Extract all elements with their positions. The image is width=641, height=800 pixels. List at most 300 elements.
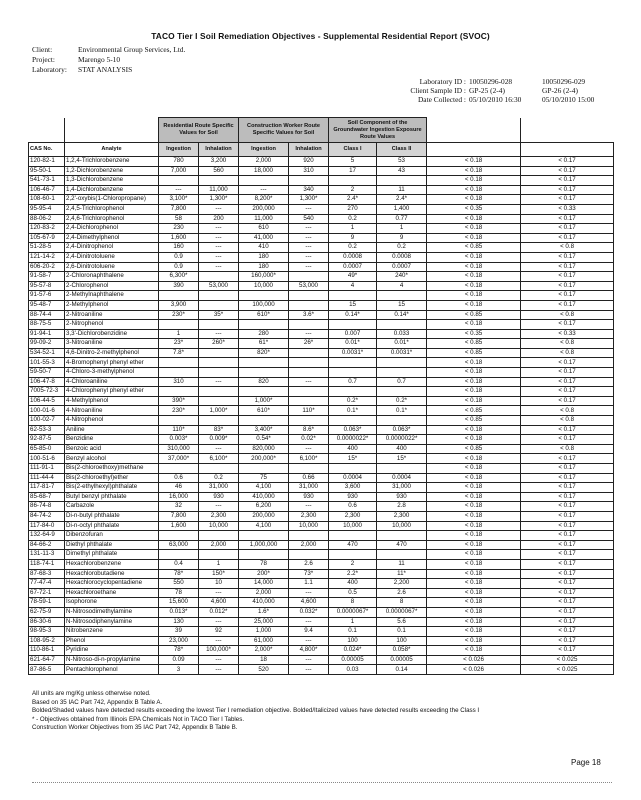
res-ingestion-cell: 3 xyxy=(159,665,199,675)
class-ii-cell: 2.4* xyxy=(377,195,427,205)
class-i-cell xyxy=(329,387,377,397)
res-inhalation-cell: --- xyxy=(199,233,239,243)
res-inhalation-cell: --- xyxy=(199,204,239,214)
cas-number-cell: 100-02-7 xyxy=(29,416,65,426)
sample1-result-cell: < 0.18 xyxy=(427,502,521,512)
res-inhalation-cell: 10 xyxy=(199,579,239,589)
table-row xyxy=(29,636,614,646)
cw-ingestion-cell: 180 xyxy=(239,262,289,272)
cw-ingestion-cell: 11,000 xyxy=(239,214,289,224)
class-i-cell: 0.1* xyxy=(329,406,377,416)
sample2-result-cell: < 0.17 xyxy=(521,511,614,521)
cw-inhalation-cell xyxy=(289,291,329,301)
class-i-cell: 2 xyxy=(329,185,377,195)
cas-number-cell: 606-20-2 xyxy=(29,262,65,272)
cas-number-cell: 86-74-8 xyxy=(29,502,65,512)
class-ii-cell: 4 xyxy=(377,281,427,291)
res-inhalation-cell: --- xyxy=(199,224,239,234)
class-i-cell xyxy=(329,320,377,330)
table-row xyxy=(29,195,614,205)
table-row xyxy=(29,377,614,387)
class-i-cell: 8 xyxy=(329,598,377,608)
cas-number-cell: 77-47-4 xyxy=(29,579,65,589)
analyte-cell: 1,4-Dichlorobenzene xyxy=(65,185,159,195)
class-i-cell: 0.6 xyxy=(329,502,377,512)
class-ii-cell xyxy=(377,464,427,474)
analyte-header: Analyte xyxy=(65,143,159,157)
table-row xyxy=(29,243,614,253)
sample1-result-cell: < 0.18 xyxy=(427,233,521,243)
cas-number-cell: 100-01-6 xyxy=(29,406,65,416)
sample1-result-cell: < 0.85 xyxy=(427,243,521,253)
table-row xyxy=(29,502,614,512)
sample1-result-cell: < 0.85 xyxy=(427,339,521,349)
sample1-result-cell: < 0.18 xyxy=(427,531,521,541)
cw-ingestion-cell: 14,000 xyxy=(239,579,289,589)
analyte-cell: 2-Methylphenol xyxy=(65,300,159,310)
cw-ingestion-cell: 410 xyxy=(239,243,289,253)
sample2-result-cell: < 0.17 xyxy=(521,531,614,541)
analyte-cell: 4-Chlorophenyl phenyl ether xyxy=(65,387,159,397)
date-collected-label: Date Collected : xyxy=(417,95,466,104)
sample2-result-cell: < 0.17 xyxy=(521,233,614,243)
sample1-result-cell: < 0.18 xyxy=(427,646,521,656)
cas-number-cell: 108-95-2 xyxy=(29,636,65,646)
client-sample-id-label: Client Sample ID : xyxy=(410,86,466,95)
table-row xyxy=(29,617,614,627)
group-construction-header: Construction Worker Route Specific Values for Soil xyxy=(239,118,329,143)
res-inhalation-cell xyxy=(199,368,239,378)
res-inhalation-cell: --- xyxy=(199,444,239,454)
analyte-cell: 2,6-Dinitrotoluene xyxy=(65,262,159,272)
res-ingestion-cell: 230* xyxy=(159,310,199,320)
class-ii-cell: 10,000 xyxy=(377,521,427,531)
analyte-cell: 4-Chloro-3-methylphenol xyxy=(65,368,159,378)
cas-number-cell: 621-64-7 xyxy=(29,655,65,665)
cw-inhalation-cell: 110* xyxy=(289,406,329,416)
class-i-cell: 0.01* xyxy=(329,339,377,349)
class-i-cell: 400 xyxy=(329,579,377,589)
res-inhalation-cell: 83* xyxy=(199,425,239,435)
note-basis: Based on 35 IAC Part 742, Appendix B Table A. xyxy=(32,698,163,706)
res-ingestion-cell: 6,300* xyxy=(159,272,199,282)
sample2-result-cell: < 0.17 xyxy=(521,377,614,387)
class-i-cell: 0.00005 xyxy=(329,655,377,665)
class-i-cell: 17 xyxy=(329,166,377,176)
cw-ingestion-cell: 4,100 xyxy=(239,483,289,493)
res-ingestion-cell: 7,800 xyxy=(159,511,199,521)
cw-ingestion-cell xyxy=(239,387,289,397)
table-row xyxy=(29,521,614,531)
cw-inhalation-cell xyxy=(289,464,329,474)
table-row xyxy=(29,579,614,589)
class-ii-cell xyxy=(377,358,427,368)
cw-ingestion-cell: 200,000* xyxy=(239,454,289,464)
cas-number-cell: 99-09-2 xyxy=(29,339,65,349)
res-inhalation-cell: 31,000 xyxy=(199,483,239,493)
res-ingestion-cell: 780 xyxy=(159,157,199,167)
res-ingestion-cell: 3,900 xyxy=(159,300,199,310)
sample2-result-cell: < 0.17 xyxy=(521,435,614,445)
cw-inhalation-cell: --- xyxy=(289,655,329,665)
analyte-cell: Carbazole xyxy=(65,502,159,512)
table-row xyxy=(29,176,614,186)
cas-number-cell: 98-95-3 xyxy=(29,627,65,637)
res-inhalation-cell xyxy=(199,358,239,368)
res-ingestion-cell: 310 xyxy=(159,377,199,387)
sample1-result-cell: < 0.18 xyxy=(427,598,521,608)
res-ingestion-cell: 110* xyxy=(159,425,199,435)
sample2-result-cell: < 0.17 xyxy=(521,540,614,550)
cw-inhalation-cell: --- xyxy=(289,224,329,234)
res-ingestion-cell: 78* xyxy=(159,646,199,656)
analyte-cell: 1,3-Dichlorobenzene xyxy=(65,176,159,186)
cw-inhalation-cell: --- xyxy=(289,665,329,675)
cw-ingestion-cell: 520 xyxy=(239,665,289,675)
cas-number-cell: 106-46-7 xyxy=(29,185,65,195)
res-ingestion-cell xyxy=(159,416,199,426)
cw-inhalation-cell: --- xyxy=(289,262,329,272)
cas-number-cell: 91-57-6 xyxy=(29,291,65,301)
table-row xyxy=(29,569,614,579)
class-i-cell: 0.0000067* xyxy=(329,607,377,617)
table-row xyxy=(29,329,614,339)
res-ingestion-cell: 78 xyxy=(159,588,199,598)
class-ii-cell: 15* xyxy=(377,454,427,464)
sample1-result-cell: < 0.85 xyxy=(427,416,521,426)
res-ingestion-cell xyxy=(159,464,199,474)
class-i-cell: 2,300 xyxy=(329,511,377,521)
sample1-result-cell: < 0.18 xyxy=(427,550,521,560)
sample1-result-cell: < 0.18 xyxy=(427,492,521,502)
analyte-cell: Benzoic acid xyxy=(65,444,159,454)
class-i-cell: 0.14* xyxy=(329,310,377,320)
class-i-cell xyxy=(329,464,377,474)
analyte-cell: Phenol xyxy=(65,636,159,646)
table-row xyxy=(29,444,614,454)
class-ii-cell xyxy=(377,176,427,186)
footer-divider xyxy=(32,782,612,784)
res-inhalation-cell: 1,000* xyxy=(199,406,239,416)
analyte-cell: Benzyl alcohol xyxy=(65,454,159,464)
class-ii-cell: 5.6 xyxy=(377,617,427,627)
sample1-result-cell: < 0.85 xyxy=(427,444,521,454)
cw-inhalation-cell: --- xyxy=(289,233,329,243)
class-i-cell: 4 xyxy=(329,281,377,291)
class-ii-cell: 0.14* xyxy=(377,310,427,320)
res-ingestion-cell: 1,600 xyxy=(159,521,199,531)
cas-number-cell: 110-86-1 xyxy=(29,646,65,656)
class-ii-cell xyxy=(377,387,427,397)
res-inhalation-cell: 4,600 xyxy=(199,598,239,608)
res-ingestion-cell: 78* xyxy=(159,569,199,579)
class-i-cell: 0.5 xyxy=(329,588,377,598)
sample1-result-cell: < 0.18 xyxy=(427,579,521,589)
class-i-cell: 470 xyxy=(329,540,377,550)
sample2-result-cell: < 0.17 xyxy=(521,636,614,646)
sample2-result-cell: < 0.8 xyxy=(521,243,614,253)
table-row xyxy=(29,598,614,608)
sample1-result-cell: < 0.18 xyxy=(427,166,521,176)
project-value: Marengo 5-10 xyxy=(78,55,121,64)
cw-inhalation-cell xyxy=(289,300,329,310)
analyte-cell: Di-n-octyl phthalate xyxy=(65,521,159,531)
class-ii-cell: 0.0007 xyxy=(377,262,427,272)
res-inhalation-cell: 35* xyxy=(199,310,239,320)
sample2-result-cell: < 0.17 xyxy=(521,157,614,167)
cw-inhalation-cell xyxy=(289,550,329,560)
class-ii-cell xyxy=(377,320,427,330)
cw-inhalation-cell xyxy=(289,531,329,541)
sample1-result-cell: < 0.18 xyxy=(427,262,521,272)
class-ii-cell: 0.0000022* xyxy=(377,435,427,445)
res-ingestion-cell: 0.4 xyxy=(159,559,199,569)
analyte-cell: 2-Chloronaphthalene xyxy=(65,272,159,282)
remediation-objectives-table xyxy=(28,117,614,675)
cw-ingestion-cell: 61,000 xyxy=(239,636,289,646)
analyte-cell: Isophorone xyxy=(65,598,159,608)
res-ingestion-cell xyxy=(159,176,199,186)
res-ingestion-cell: 230 xyxy=(159,224,199,234)
cw-ingestion-cell: 1,000 xyxy=(239,627,289,637)
sample1-result-cell: < 0.18 xyxy=(427,636,521,646)
class-i-cell xyxy=(329,358,377,368)
cw-inhalation-cell: 920 xyxy=(289,157,329,167)
res-ingestion-cell: 0.013* xyxy=(159,607,199,617)
cas-number-cell: 87-68-3 xyxy=(29,569,65,579)
res-inhalation-cell xyxy=(199,176,239,186)
analyte-cell: 2,4,5-Trichlorophenol xyxy=(65,204,159,214)
analyte-cell: Butyl benzyl phthalate xyxy=(65,492,159,502)
sample2-result-cell: < 0.17 xyxy=(521,425,614,435)
sample1-result-cell: < 0.35 xyxy=(427,329,521,339)
class-ii-cell: 0.0008 xyxy=(377,252,427,262)
res-ingestion-cell: 390 xyxy=(159,281,199,291)
cw-inhalation-cell: --- xyxy=(289,444,329,454)
class-i-cell xyxy=(329,291,377,301)
cw-ingestion-cell: 610* xyxy=(239,310,289,320)
cw-ingestion-cell: 41,000 xyxy=(239,233,289,243)
sample1-result-cell: < 0.35 xyxy=(427,204,521,214)
cw-inhalation-cell: 2,300 xyxy=(289,511,329,521)
cas-number-cell: 95-50-1 xyxy=(29,166,65,176)
note-units: All units are mg/Kg unless otherwise noted. xyxy=(32,690,151,697)
table-row xyxy=(29,492,614,502)
table-row xyxy=(29,511,614,521)
res-ingestion-cell: 130 xyxy=(159,617,199,627)
cw-inhalation-cell: 31,000 xyxy=(289,483,329,493)
cw-ingestion-cell: 2,000* xyxy=(239,646,289,656)
cw-inhalation-cell: 53,000 xyxy=(289,281,329,291)
sample2-result-cell: < 0.17 xyxy=(521,214,614,224)
cas-number-cell: 120-82-1 xyxy=(29,157,65,167)
note-construction: Construction Worker Objectives from 35 IAC Part 742, Appendix B Table B. xyxy=(32,724,238,732)
res-inhalation-cell: --- xyxy=(199,655,239,665)
cw-ingestion-cell: 200* xyxy=(239,569,289,579)
cw-inhalation-cell xyxy=(289,358,329,368)
sample2-result-cell: < 0.33 xyxy=(521,329,614,339)
sample1-result-cell: < 0.18 xyxy=(427,425,521,435)
analyte-cell: Hexachlorobenzene xyxy=(65,559,159,569)
cas-number-cell: 95-48-7 xyxy=(29,300,65,310)
cw-inhalation-cell: --- xyxy=(289,377,329,387)
sample2-result-cell: < 0.17 xyxy=(521,607,614,617)
cw-inhalation-cell: 0.66 xyxy=(289,473,329,483)
cw-inhalation-cell: 4,800* xyxy=(289,646,329,656)
note-bolded: Bolded/Shaded values have detected results exceeding the lowest Tier I remediation objective. Bolded/Italicized values have detected results exceeding the Class I xyxy=(32,707,480,715)
class-ii-cell xyxy=(377,550,427,560)
class-i-cell: 5 xyxy=(329,157,377,167)
cw-ingestion-cell: 1.6* xyxy=(239,607,289,617)
res-ingestion-cell: 550 xyxy=(159,579,199,589)
sub-header-ingestion: Ingestion xyxy=(159,143,199,157)
sub-header-class-ii: Class II xyxy=(377,143,427,157)
res-inhalation-cell: --- xyxy=(199,617,239,627)
res-inhalation-cell: --- xyxy=(199,243,239,253)
res-inhalation-cell xyxy=(199,464,239,474)
class-i-cell: 400 xyxy=(329,444,377,454)
analyte-cell: Hexachlorocyclopentadiene xyxy=(65,579,159,589)
sample2-result-cell: < 0.17 xyxy=(521,550,614,560)
res-ingestion-cell xyxy=(159,320,199,330)
res-inhalation-cell: 100,000* xyxy=(199,646,239,656)
cw-ingestion-cell xyxy=(239,368,289,378)
res-inhalation-cell: 0.2 xyxy=(199,473,239,483)
cw-ingestion-cell xyxy=(239,531,289,541)
res-ingestion-cell: 7,000 xyxy=(159,166,199,176)
group-residential-header: Residential Route Specific Values for Soil xyxy=(159,118,239,143)
cw-inhalation-cell: --- xyxy=(289,204,329,214)
cas-number-cell: 120-83-2 xyxy=(29,224,65,234)
class-i-cell: 0.03 xyxy=(329,665,377,675)
sample2-result-cell: < 0.8 xyxy=(521,348,614,358)
class-ii-cell: 240* xyxy=(377,272,427,282)
lab-id-labels xyxy=(330,77,466,107)
res-ingestion-cell: 32 xyxy=(159,502,199,512)
sample1-result-cell: < 0.18 xyxy=(427,435,521,445)
class-ii-cell: 11* xyxy=(377,569,427,579)
class-i-cell xyxy=(329,368,377,378)
cas-number-cell: 91-58-7 xyxy=(29,272,65,282)
class-i-cell: 1 xyxy=(329,224,377,234)
analyte-cell: 4-Bromophenyl phenyl ether xyxy=(65,358,159,368)
analyte-cell: Bis(2-ethylhexyl)phthalate xyxy=(65,483,159,493)
sample1-result-cell: < 0.18 xyxy=(427,559,521,569)
res-inhalation-cell: 92 xyxy=(199,627,239,637)
sample1-result-cell: < 0.026 xyxy=(427,665,521,675)
sample2-result-cell: < 0.33 xyxy=(521,204,614,214)
cas-number-cell: 84-66-2 xyxy=(29,540,65,550)
analyte-cell: Hexachloroethane xyxy=(65,588,159,598)
analyte-cell: 4-Nitrophenol xyxy=(65,416,159,426)
sample2-result-cell: < 0.17 xyxy=(521,588,614,598)
res-ingestion-cell: 0.9 xyxy=(159,252,199,262)
sample2-result-cell: < 0.8 xyxy=(521,416,614,426)
cas-number-cell: 88-06-2 xyxy=(29,214,65,224)
table-row xyxy=(29,425,614,435)
sample2-result-cell: < 0.17 xyxy=(521,195,614,205)
class-ii-cell xyxy=(377,416,427,426)
cas-number-cell: 62-53-3 xyxy=(29,425,65,435)
class-ii-cell: 1,400 xyxy=(377,204,427,214)
cas-number-cell: 106-47-8 xyxy=(29,377,65,387)
sample2-ids xyxy=(542,77,614,104)
table-row xyxy=(29,473,614,483)
class-ii-cell: 0.2 xyxy=(377,243,427,253)
sample2-result-cell: < 0.17 xyxy=(521,473,614,483)
res-ingestion-cell: 63,000 xyxy=(159,540,199,550)
sample2-result-cell: < 0.025 xyxy=(521,665,614,675)
sample1-result-cell: < 0.18 xyxy=(427,540,521,550)
cas-number-cell: 65-85-0 xyxy=(29,444,65,454)
cas-number-cell: 541-73-1 xyxy=(29,176,65,186)
report-title: TACO Tier I Soil Remediation Objectives - Supplemental Residential Report (SVOC) xyxy=(151,31,490,41)
analyte-cell: N-Nitrosodiphenylamine xyxy=(65,617,159,627)
class-ii-cell: 0.1* xyxy=(377,406,427,416)
sample2-result-cell: < 0.8 xyxy=(521,406,614,416)
class-i-cell: 10,000 xyxy=(329,521,377,531)
cas-number-cell: 100-51-6 xyxy=(29,454,65,464)
cw-ingestion-cell xyxy=(239,550,289,560)
table-row xyxy=(29,531,614,541)
analyte-cell: N-Nitroso-di-n-propylamine xyxy=(65,655,159,665)
analyte-cell: 2-Nitrophenol xyxy=(65,320,159,330)
res-ingestion-cell: 39 xyxy=(159,627,199,637)
class-ii-cell: 0.0004 xyxy=(377,473,427,483)
cas-number-cell: 78-59-1 xyxy=(29,598,65,608)
class-ii-cell: 2,200 xyxy=(377,579,427,589)
sample1-result-cell: < 0.18 xyxy=(427,511,521,521)
cas-number-cell: 111-91-1 xyxy=(29,464,65,474)
sample2-result-cell: < 0.17 xyxy=(521,262,614,272)
res-ingestion-cell: 15,600 xyxy=(159,598,199,608)
sample2-result-cell: < 0.17 xyxy=(521,483,614,493)
res-ingestion-cell: 310,000 xyxy=(159,444,199,454)
table-row xyxy=(29,214,614,224)
cw-ingestion-cell: 25,000 xyxy=(239,617,289,627)
res-ingestion-cell: 230* xyxy=(159,406,199,416)
table-row xyxy=(29,157,614,167)
sample2-date: 05/10/2010 15:00 xyxy=(542,95,595,104)
sample2-result-cell: < 0.17 xyxy=(521,281,614,291)
analyte-cell: 2-Methylnaphthalene xyxy=(65,291,159,301)
class-i-cell: 0.2 xyxy=(329,214,377,224)
analyte-cell: Aniline xyxy=(65,425,159,435)
cas-number-cell: 86-30-6 xyxy=(29,617,65,627)
sample1-result-cell: < 0.18 xyxy=(427,454,521,464)
res-inhalation-cell xyxy=(199,550,239,560)
class-ii-cell: 8 xyxy=(377,598,427,608)
class-ii-cell: 0.033 xyxy=(377,329,427,339)
class-ii-cell: 0.1 xyxy=(377,627,427,637)
table-row xyxy=(29,291,614,301)
res-inhalation-cell: 10,000 xyxy=(199,521,239,531)
analyte-cell: Pyridine xyxy=(65,646,159,656)
class-i-cell: 0.024* xyxy=(329,646,377,656)
laboratory-value: STAT ANALYSIS xyxy=(78,65,133,74)
analyte-cell: 4-Chloroaniline xyxy=(65,377,159,387)
cw-inhalation-cell: --- xyxy=(289,252,329,262)
analyte-cell: Di-n-butyl phthalate xyxy=(65,511,159,521)
class-i-cell: 0.2 xyxy=(329,243,377,253)
res-ingestion-cell: 0.9 xyxy=(159,262,199,272)
sample1-result-cell: < 0.18 xyxy=(427,214,521,224)
sample2-result-cell: < 0.025 xyxy=(521,655,614,665)
sample1-result-cell: < 0.18 xyxy=(427,368,521,378)
res-inhalation-cell xyxy=(199,272,239,282)
sample2-result-cell: < 0.17 xyxy=(521,569,614,579)
sample1-lab-id: 10050296-028 xyxy=(469,77,513,86)
